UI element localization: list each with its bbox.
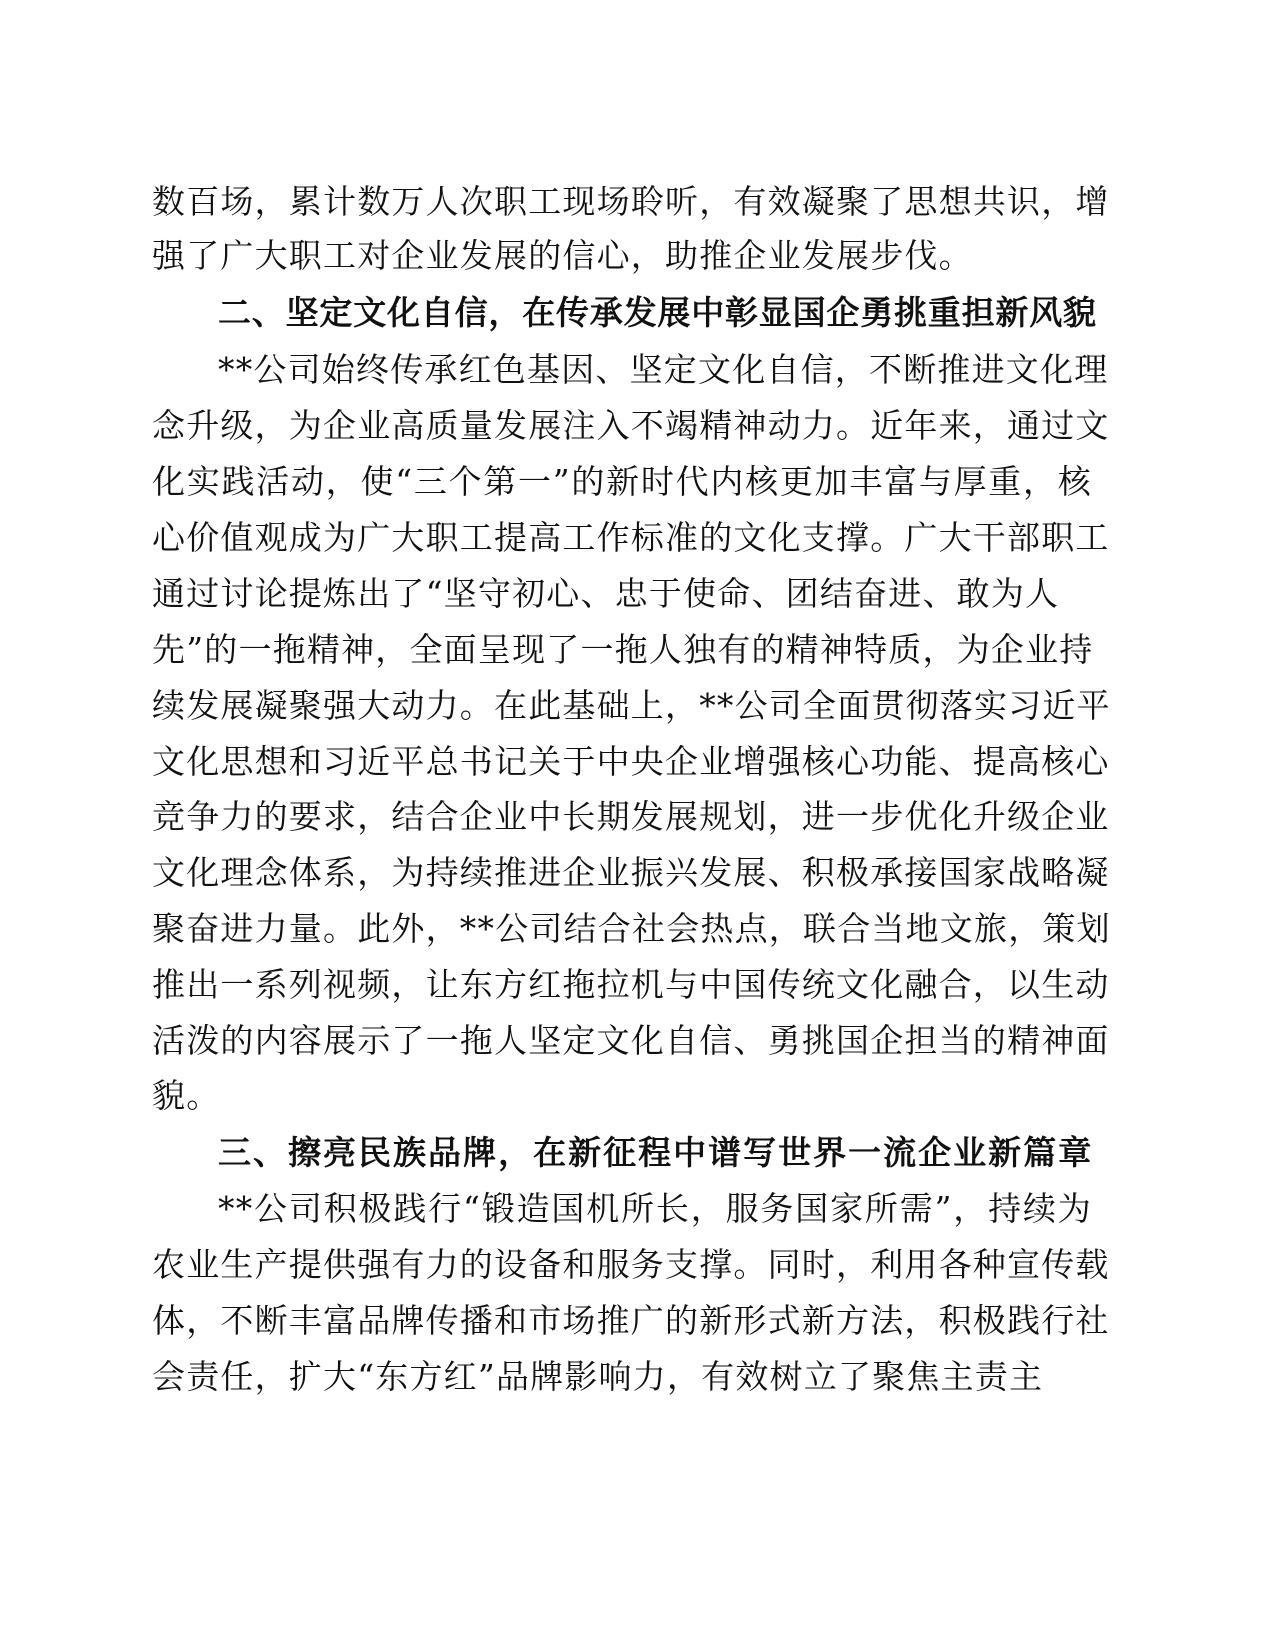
body-text-line: 体，不断丰富品牌传播和市场推广的新形式新方法，积极践行社 [152, 1301, 1110, 1340]
body-text-line: 竞争力的要求，结合企业中长期发展规划，进一步优化升级企业 [152, 797, 1110, 836]
body-text-line: 会责任，扩大“东方红”品牌影响力，有效树立了聚焦主责主 [152, 1357, 1044, 1396]
body-text-line: 化实践活动，使“三个第一”的新时代内核更加丰富与厚重，核 [152, 462, 1092, 501]
body-text-line: **公司始终传承红色基因、坚定文化自信，不断推进文化理 [218, 350, 1109, 389]
body-text-line: 通过讨论提炼出了“坚守初心、忠于使命、团结奋进、敢为人 [152, 574, 1060, 613]
body-text-line: 心价值观成为广大职工提高工作标准的文化支撑。广大干部职工 [152, 518, 1110, 557]
body-text-line: 貌。 [152, 1076, 221, 1115]
body-text-line: 数百场，累计数万人次职工现场聆听，有效凝聚了思想共识，增 [152, 182, 1110, 221]
section-heading-3: 三、擦亮民族品牌，在新征程中谱写世界一流企业新篇章 [218, 1133, 1092, 1172]
body-text-line: 先”的一拖精神，全面呈现了一拖人独有的精神特质，为企业持 [152, 630, 1094, 669]
section-heading-2: 二、坚定文化自信，在传承发展中彰显国企勇挑重担新风貌 [218, 293, 1097, 332]
body-text-line: 农业生产提供强有力的设备和服务支撑。同时，利用各种宣传载 [152, 1245, 1110, 1284]
body-text-line: 推出一系列视频，让东方红拖拉机与中国传统文化融合，以生动 [152, 965, 1110, 1004]
body-text-line: 聚奋进力量。此外，**公司结合社会热点，联合当地文旅，策划 [152, 909, 1111, 948]
body-text-line: 念升级，为企业高质量发展注入不竭精神动力。近年来，通过文 [152, 406, 1110, 445]
body-text-line: 文化思想和习近平总书记关于中央企业增强核心功能、提高核心 [152, 742, 1110, 781]
body-text-line: 活泼的内容展示了一拖人坚定文化自信、勇挑国企担当的精神面 [152, 1021, 1110, 1060]
body-text-line: 强了广大职工对企业发展的信心，助推企业发展步伐。 [152, 236, 973, 275]
body-text-line: **公司积极践行“锻造国机所长，服务国家所需”，持续为 [218, 1189, 1092, 1228]
body-text-line: 文化理念体系，为持续推进企业振兴发展、积极承接国家战略凝 [152, 853, 1110, 892]
body-text-line: 续发展凝聚强大动力。在此基础上，**公司全面贯彻落实习近平 [152, 686, 1111, 725]
